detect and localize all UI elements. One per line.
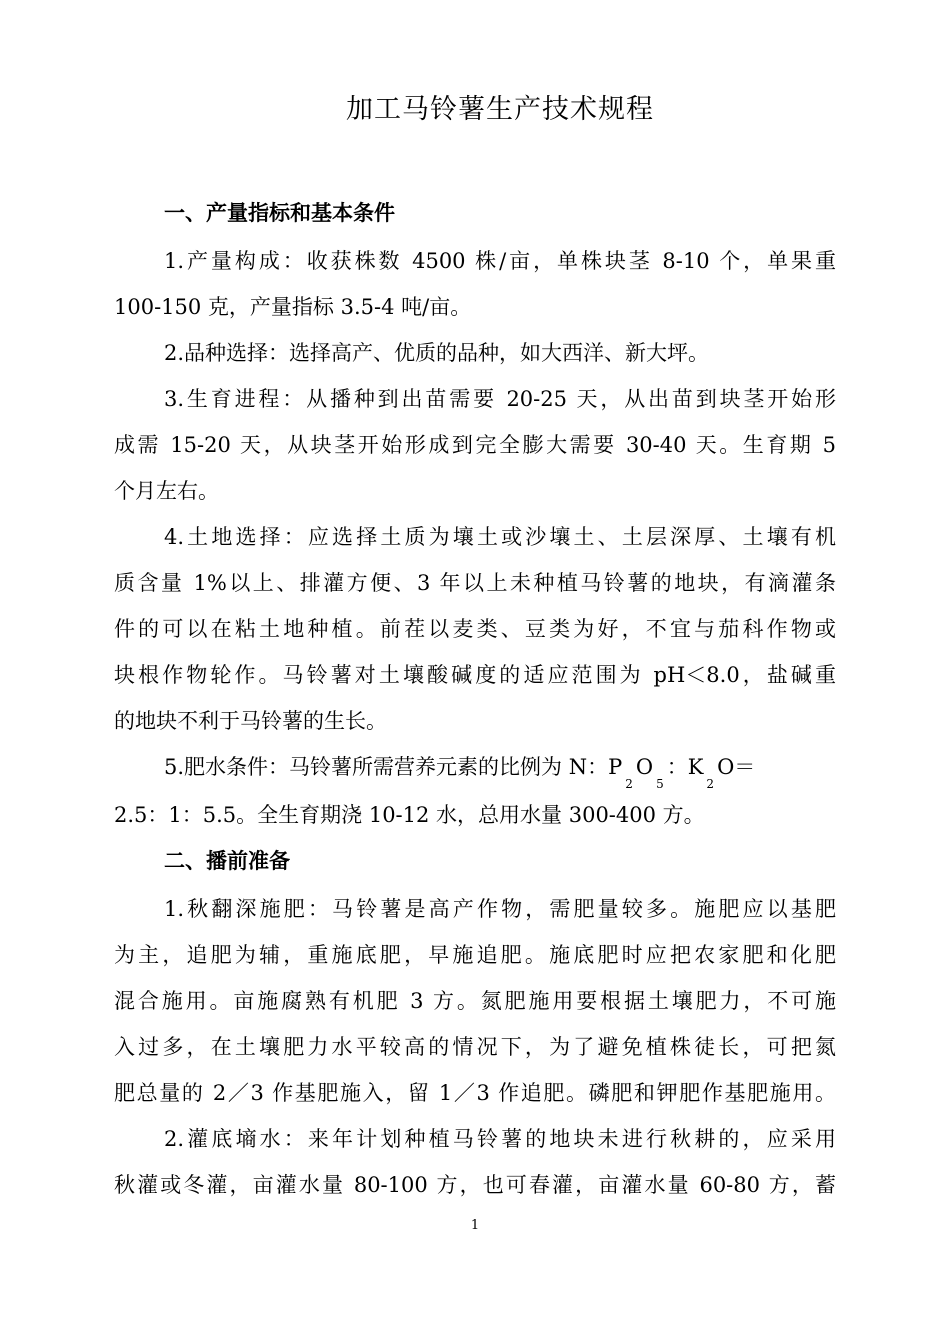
subscript-2: 2: [625, 777, 633, 791]
paragraph-line: 成需 15-20 天，从块茎开始形成到完全膨大需要 30-40 天。生育期 5: [114, 433, 836, 457]
subscript-5: 5: [656, 777, 664, 791]
paragraph-line: 入过多，在土壤肥力水平较高的情况下，为了避免植株徒长，可把氮: [114, 1035, 836, 1059]
paragraph-line: 块根作物轮作。马铃薯对土壤酸碱度的适应范围为 pH＜8.0，盐碱重: [114, 663, 836, 687]
ratio-intro: 5.肥水条件：马铃薯所需营养元素的比例为 N：P: [164, 755, 623, 779]
subscript-2: 2: [706, 777, 715, 791]
paragraph-line: 混合施用。亩施腐熟有机肥 3 方。氮肥施用要根据土壤肥力，不可施: [114, 989, 836, 1013]
paragraph-line: 秋灌或冬灌，亩灌水量 80-100 方，也可春灌，亩灌水量 60-80 方，蓄: [114, 1173, 836, 1197]
paragraph-line: 为主，追肥为辅，重施底肥，早施追肥。施底肥时应把农家肥和化肥: [114, 943, 836, 967]
paragraph-line: 肥总量的 2／3 作基肥施入，留 1／3 作追肥。磷肥和钾肥作基肥施用。: [114, 1081, 836, 1105]
ratio-o-equals: O＝: [717, 755, 756, 779]
document-title: 加工马铃薯生产技术规程: [346, 94, 654, 125]
paragraph-line: 2.5：1：5.5。全生育期浇 10-12 水，总用水量 300-400 方。: [114, 803, 705, 827]
paragraph-line: 100-150 克，产量指标 3.5-4 吨/亩。: [114, 295, 472, 319]
paragraph-line: 3.生育进程：从播种到出苗需要 20-25 天，从出苗到块茎开始形: [164, 387, 836, 411]
paragraph-line: 1.秋翻深施肥：马铃薯是高产作物，需肥量较多。施肥应以基肥: [164, 897, 836, 921]
paragraph-line: 2.品种选择：选择高产、优质的品种，如大西洋、新大坪。: [164, 341, 710, 365]
section-heading-preparation: 二、播前准备: [164, 849, 290, 873]
ratio-k: ：K: [666, 755, 704, 779]
paragraph-line: 个月左右。: [114, 479, 219, 503]
paragraph-line: 的地块不利于马铃薯的生长。: [114, 709, 387, 733]
nutrient-ratio-line: [164, 752, 836, 791]
paragraph-line: 件的可以在粘土地种植。前茬以麦类、豆类为好，不宜与茄科作物或: [114, 617, 836, 641]
paragraph-line: 质含量 1%以上、排灌方便、3 年以上未种植马铃薯的地块，有滴灌条: [114, 571, 836, 595]
ratio-o: O: [635, 755, 654, 779]
section-heading-yield: 一、产量指标和基本条件: [164, 201, 395, 225]
paragraph-line: 2.灌底墒水：来年计划种植马铃薯的地块未进行秋耕的，应采用: [164, 1127, 836, 1151]
page-number: 1: [470, 1218, 480, 1233]
paragraph-line: 1.产量构成：收获株数 4500 株/亩，单株块茎 8-10 个，单果重: [164, 249, 836, 273]
paragraph-line: 4.土地选择：应选择土质为壤土或沙壤土、土层深厚、土壤有机: [164, 525, 836, 549]
